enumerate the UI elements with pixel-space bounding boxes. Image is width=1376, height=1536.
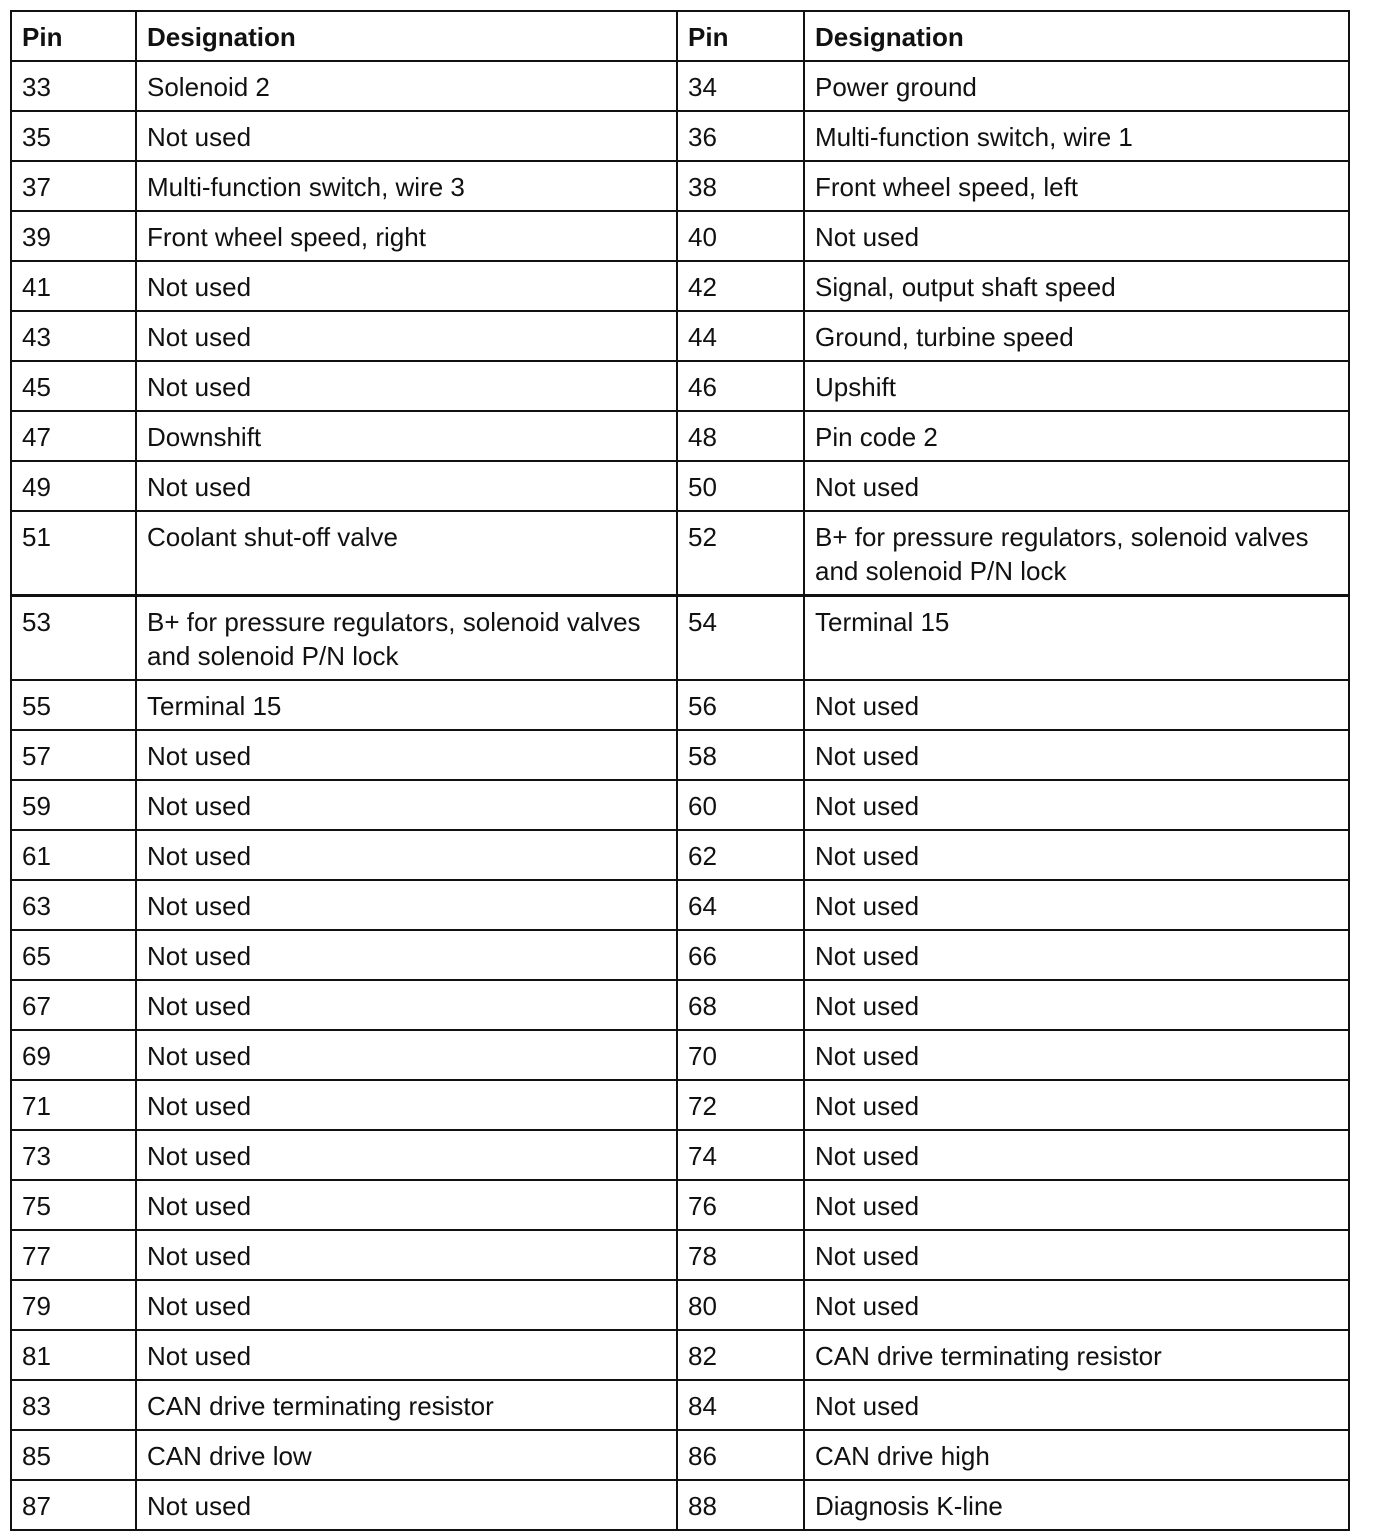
designation-left-cell: Not used (136, 1130, 677, 1180)
designation-right-cell: Not used (804, 930, 1349, 980)
pin-left-cell: 55 (11, 680, 136, 730)
pin-right-cell: 34 (677, 61, 804, 111)
table-row (11, 1480, 1349, 1530)
designation-right-cell: Terminal 15 (804, 596, 1349, 681)
designation-left-cell: Not used (136, 930, 677, 980)
pin-right-cell: 48 (677, 411, 804, 461)
designation-left-cell: Solenoid 2 (136, 61, 677, 111)
designation-left-cell: Not used (136, 1330, 677, 1380)
designation-right-cell: Not used (804, 1280, 1349, 1330)
pin-left-cell: 87 (11, 1480, 136, 1530)
designation-right-cell: Upshift (804, 361, 1349, 411)
designation-right-cell: Not used (804, 1180, 1349, 1230)
pin-left-cell: 57 (11, 730, 136, 780)
designation-left-cell: Not used (136, 1080, 677, 1130)
pin-right-cell: 38 (677, 161, 804, 211)
pin-right-cell: 86 (677, 1430, 804, 1480)
pin-left-cell: 37 (11, 161, 136, 211)
table-row (11, 780, 1349, 830)
pin-left-cell: 77 (11, 1230, 136, 1280)
designation-right-cell: Diagnosis K-line (804, 1480, 1349, 1530)
pin-right-cell: 58 (677, 730, 804, 780)
designation-left-cell: Not used (136, 880, 677, 930)
designation-left-cell: Terminal 15 (136, 680, 677, 730)
pin-right-cell: 60 (677, 780, 804, 830)
designation-left-cell: Coolant shut-off valve (136, 511, 677, 596)
pin-right-cell: 44 (677, 311, 804, 361)
pin-right-cell: 88 (677, 1480, 804, 1530)
table-row (11, 211, 1349, 261)
designation-right-cell: Front wheel speed, left (804, 161, 1349, 211)
header-designation-right: Designation (804, 11, 1349, 61)
pin-left-cell: 33 (11, 61, 136, 111)
table-row (11, 1280, 1349, 1330)
table-row (11, 930, 1349, 980)
designation-left-cell: Not used (136, 1280, 677, 1330)
designation-left-cell: Front wheel speed, right (136, 211, 677, 261)
designation-right-cell: Not used (804, 830, 1349, 880)
designation-right-cell: Not used (804, 1130, 1349, 1180)
table-row (11, 596, 1349, 681)
pin-left-cell: 45 (11, 361, 136, 411)
designation-right-cell: Not used (804, 1380, 1349, 1430)
designation-right-cell: Not used (804, 1230, 1349, 1280)
table-row (11, 311, 1349, 361)
table-row (11, 61, 1349, 111)
pin-right-cell: 62 (677, 830, 804, 880)
pin-left-cell: 63 (11, 880, 136, 930)
designation-right-cell: Not used (804, 780, 1349, 830)
pin-right-cell: 82 (677, 1330, 804, 1380)
pin-left-cell: 71 (11, 1080, 136, 1130)
pin-left-cell: 73 (11, 1130, 136, 1180)
table-row (11, 1080, 1349, 1130)
table-row (11, 1430, 1349, 1480)
table-row (11, 111, 1349, 161)
table-row (11, 1330, 1349, 1380)
designation-left-cell: Not used (136, 980, 677, 1030)
pin-right-cell: 56 (677, 680, 804, 730)
designation-left-cell: Not used (136, 1230, 677, 1280)
designation-right-cell: Not used (804, 680, 1349, 730)
designation-right-cell: CAN drive high (804, 1430, 1349, 1480)
pin-right-cell: 66 (677, 930, 804, 980)
table-row (11, 511, 1349, 596)
pin-right-cell: 42 (677, 261, 804, 311)
designation-left-cell: CAN drive terminating resistor (136, 1380, 677, 1430)
pin-left-cell: 81 (11, 1330, 136, 1380)
designation-left-cell: B+ for pressure regulators, solenoid valves and solenoid P/N lock (136, 596, 677, 681)
pin-left-cell: 79 (11, 1280, 136, 1330)
pin-left-cell: 53 (11, 596, 136, 681)
table-row (11, 461, 1349, 511)
pin-right-cell: 80 (677, 1280, 804, 1330)
pin-left-cell: 61 (11, 830, 136, 880)
pin-right-cell: 72 (677, 1080, 804, 1130)
pin-right-cell: 40 (677, 211, 804, 261)
pin-right-cell: 76 (677, 1180, 804, 1230)
table-row (11, 1030, 1349, 1080)
designation-right-cell: Ground, turbine speed (804, 311, 1349, 361)
designation-left-cell: Not used (136, 830, 677, 880)
designation-left-cell: Not used (136, 1030, 677, 1080)
pin-right-cell: 70 (677, 1030, 804, 1080)
table-row (11, 411, 1349, 461)
table-body (11, 61, 1349, 1530)
pin-right-cell: 50 (677, 461, 804, 511)
pin-left-cell: 41 (11, 261, 136, 311)
pin-left-cell: 75 (11, 1180, 136, 1230)
pin-right-cell: 36 (677, 111, 804, 161)
designation-right-cell: CAN drive terminating resistor (804, 1330, 1349, 1380)
pin-left-cell: 83 (11, 1380, 136, 1430)
pin-left-cell: 51 (11, 511, 136, 596)
designation-right-cell: Not used (804, 1080, 1349, 1130)
designation-right-cell: Pin code 2 (804, 411, 1349, 461)
designation-right-cell: Power ground (804, 61, 1349, 111)
pin-right-cell: 52 (677, 511, 804, 596)
pin-left-cell: 39 (11, 211, 136, 261)
designation-right-cell: Signal, output shaft speed (804, 261, 1349, 311)
designation-right-cell: Multi-function switch, wire 1 (804, 111, 1349, 161)
table-row (11, 980, 1349, 1030)
pin-assignment-table (10, 10, 1350, 1531)
table-row (11, 1380, 1349, 1430)
designation-right-cell: B+ for pressure regulators, solenoid valves and solenoid P/N lock (804, 511, 1349, 596)
table-header-row (11, 11, 1349, 61)
pin-left-cell: 49 (11, 461, 136, 511)
designation-left-cell: CAN drive low (136, 1430, 677, 1480)
table-row (11, 1180, 1349, 1230)
designation-right-cell: Not used (804, 1030, 1349, 1080)
table-row (11, 730, 1349, 780)
designation-left-cell: Not used (136, 311, 677, 361)
pin-left-cell: 65 (11, 930, 136, 980)
header-pin-right: Pin (677, 11, 804, 61)
header-designation-left: Designation (136, 11, 677, 61)
designation-left-cell: Not used (136, 1480, 677, 1530)
pin-left-cell: 47 (11, 411, 136, 461)
pin-right-cell: 68 (677, 980, 804, 1030)
pin-right-cell: 64 (677, 880, 804, 930)
table-row (11, 1230, 1349, 1280)
designation-right-cell: Not used (804, 880, 1349, 930)
designation-left-cell: Not used (136, 261, 677, 311)
designation-left-cell: Not used (136, 361, 677, 411)
designation-left-cell: Downshift (136, 411, 677, 461)
pin-left-cell: 35 (11, 111, 136, 161)
pin-right-cell: 78 (677, 1230, 804, 1280)
pin-left-cell: 67 (11, 980, 136, 1030)
pin-right-cell: 84 (677, 1380, 804, 1430)
pin-left-cell: 85 (11, 1430, 136, 1480)
pin-left-cell: 43 (11, 311, 136, 361)
designation-left-cell: Not used (136, 780, 677, 830)
designation-left-cell: Not used (136, 111, 677, 161)
designation-right-cell: Not used (804, 730, 1349, 780)
table-row (11, 830, 1349, 880)
designation-right-cell: Not used (804, 211, 1349, 261)
designation-left-cell: Not used (136, 461, 677, 511)
designation-right-cell: Not used (804, 980, 1349, 1030)
table-row (11, 1130, 1349, 1180)
designation-left-cell: Multi-function switch, wire 3 (136, 161, 677, 211)
pin-left-cell: 69 (11, 1030, 136, 1080)
designation-left-cell: Not used (136, 730, 677, 780)
pin-right-cell: 74 (677, 1130, 804, 1180)
designation-right-cell: Not used (804, 461, 1349, 511)
table-row (11, 261, 1349, 311)
table-row (11, 361, 1349, 411)
pin-right-cell: 54 (677, 596, 804, 681)
designation-left-cell: Not used (136, 1180, 677, 1230)
table-row (11, 680, 1349, 730)
pin-left-cell: 59 (11, 780, 136, 830)
pin-right-cell: 46 (677, 361, 804, 411)
header-pin-left: Pin (11, 11, 136, 61)
table-row (11, 880, 1349, 930)
table-row (11, 161, 1349, 211)
